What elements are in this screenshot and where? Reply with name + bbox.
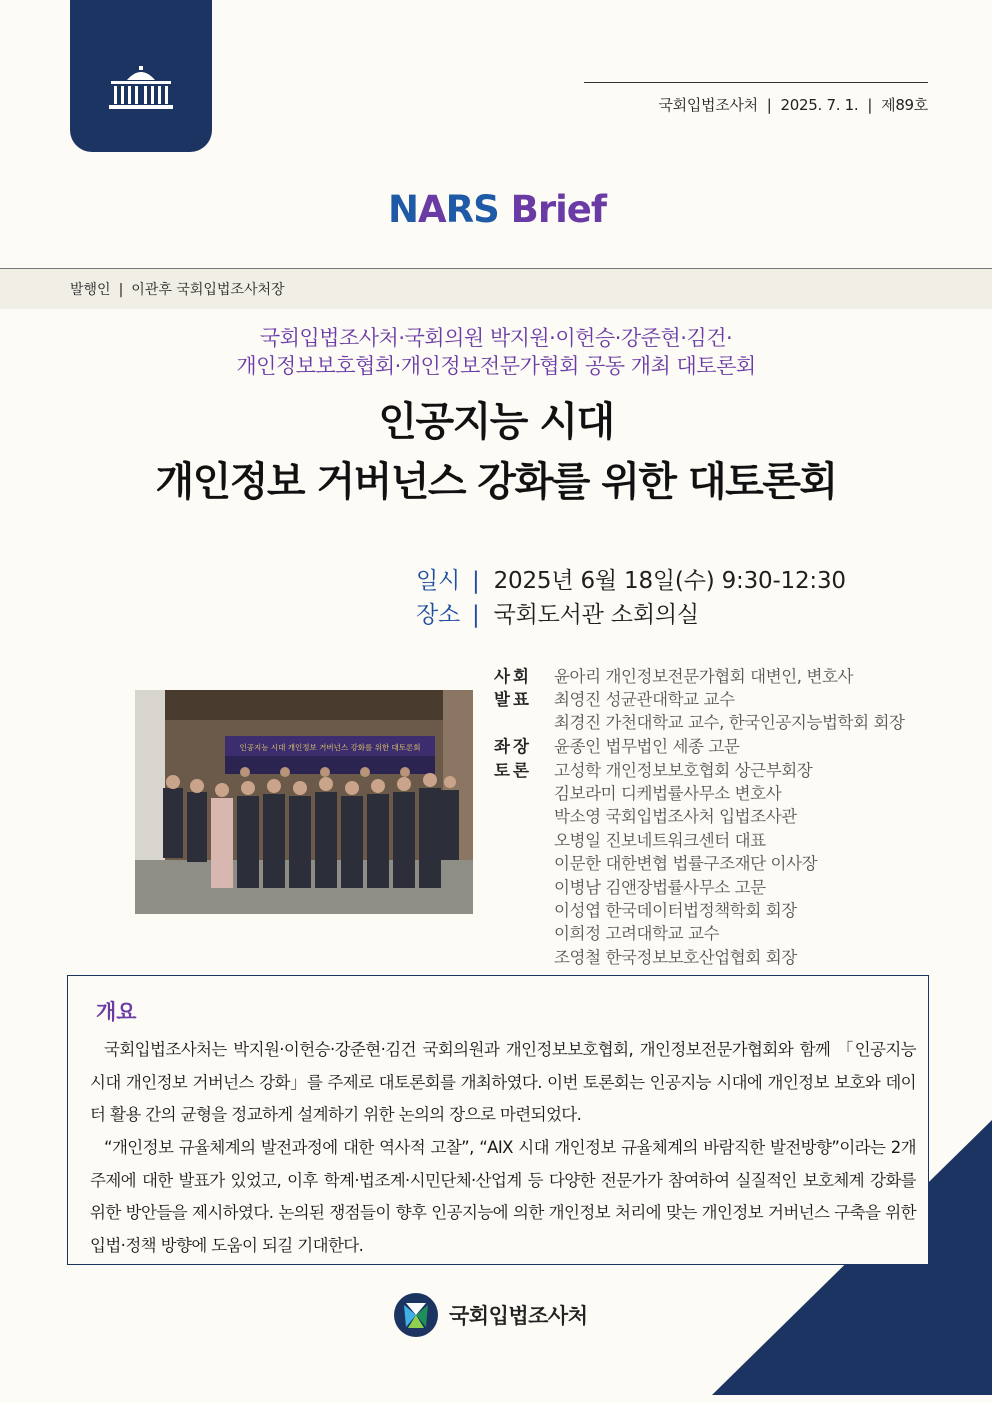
panelist: 이병남 김앤장법률사무소 고문 bbox=[554, 878, 766, 897]
overview-paragraph-2: “개인정보 규율체계의 발전과정에 대한 역사적 고찰”, “AIX 시대 개인정보 규율체계의 바람직한 발전방향”이라는 2개 주제에 대한 발표가 있었고, 이후 학계·법조계·시민단체·산업계 등 다양한 전문가가 참여하여 실질적인 보호체계 강화를 위한 방안들을 제시하였다. 논의된 쟁점들이 향후 인공지능에 의한 개인정보 처리에 맞는 개인정보 거버넌스 구축을 위한 입법·정책 방향에 도움이 되길 기대한다. bbox=[90, 1138, 916, 1255]
panelist: 김보라미 디케법률사무소 변호사 bbox=[554, 784, 782, 803]
publisher-name: 이관후 국회입법조사처장 bbox=[131, 282, 285, 298]
date-value: 2025년 6월 18일(수) 9:30-12:30 bbox=[493, 568, 846, 594]
subtitle-line-1: 국회입법조사처·국회의원 박지원·이헌승·강준현·김건· bbox=[259, 326, 733, 350]
panel-label: 토론 bbox=[494, 761, 532, 780]
presenters-label: 발표 bbox=[494, 690, 532, 709]
panelist: 박소영 국회입법조사처 입법조사관 bbox=[554, 807, 797, 826]
separator: | bbox=[867, 96, 873, 114]
brand-letters-rs: RS bbox=[445, 188, 499, 231]
date-label: 일시 bbox=[416, 568, 461, 594]
presenter-1: 최영진 성균관대학교 교수 bbox=[554, 690, 735, 709]
publisher-label: 발행인 bbox=[70, 282, 111, 298]
moderator-label: 사회 bbox=[494, 667, 532, 686]
panelist: 고성학 개인정보보호협회 상근부회장 bbox=[554, 761, 813, 780]
moderator-name: 윤아리 개인정보전문가협회 대변인, 변호사 bbox=[554, 667, 854, 686]
overview-paragraph-1: 국회입법조사처는 박지원·이헌승·강준현·김건 국회의원과 개인정보보호협회, 개인정보전문가협회와 함께 「인공지능 시대 개인정보 거버넌스 강화」를 주제로 대토론회를 개최하였다. 이번 토론회는 인공지능 시대에 개인정보 보호와 데이터 활용 간의 균형을 정교하게 설계하기 위한 논의의 장으로 마련되었다. bbox=[90, 1040, 916, 1124]
separator: | bbox=[472, 568, 480, 594]
brand-word-brief: Brief bbox=[510, 188, 606, 231]
overview-heading: 개요 bbox=[96, 1000, 137, 1024]
panelist: 오병일 진보네트워크센터 대표 bbox=[554, 831, 766, 850]
footer-org-name: 국회입법조사처 bbox=[449, 1304, 588, 1328]
overview-box bbox=[67, 975, 929, 1265]
separator: | bbox=[472, 602, 480, 628]
title-line-2: 개인정보 거버넌스 강화를 위한 대토론회 bbox=[155, 459, 837, 505]
place-value: 국회도서관 소회의실 bbox=[493, 602, 699, 628]
chair-name: 윤종인 법무법인 세종 고문 bbox=[554, 737, 740, 756]
panelist: 조영철 한국정보보호산업협회 회장 bbox=[554, 948, 797, 967]
separator: | bbox=[118, 282, 124, 298]
issue-number: 제89호 bbox=[881, 96, 928, 114]
photo-banner-text: 인공지능 시대 개인정보 거버넌스 강화를 위한 대토론회 bbox=[239, 743, 421, 752]
footer-logo bbox=[393, 1292, 588, 1338]
panelist: 이성엽 한국데이터법정책학회 회장 bbox=[554, 901, 797, 920]
panelist: 이문한 대한변협 법률구조재단 이사장 bbox=[554, 854, 818, 873]
chair-label: 좌장 bbox=[494, 737, 532, 756]
brand-letter-n: N bbox=[388, 188, 418, 231]
brand-letter-a: A bbox=[417, 188, 446, 231]
panelist: 이희정 고려대학교 교수 bbox=[554, 924, 720, 943]
nars-emblem-icon bbox=[393, 1292, 439, 1338]
institution-name: 국회입법조사처 bbox=[658, 96, 758, 114]
subtitle-line-2: 개인정보보호협회·개인정보전문가협회 공동 개최 대토론회 bbox=[236, 354, 756, 378]
title-line-1: 인공지능 시대 bbox=[378, 399, 614, 445]
issue-date: 2025. 7. 1. bbox=[780, 96, 859, 114]
place-label: 장소 bbox=[416, 602, 461, 628]
separator: | bbox=[766, 96, 772, 114]
presenter-2: 최경진 가천대학교 교수, 한국인공지능법학회 회장 bbox=[554, 713, 905, 732]
